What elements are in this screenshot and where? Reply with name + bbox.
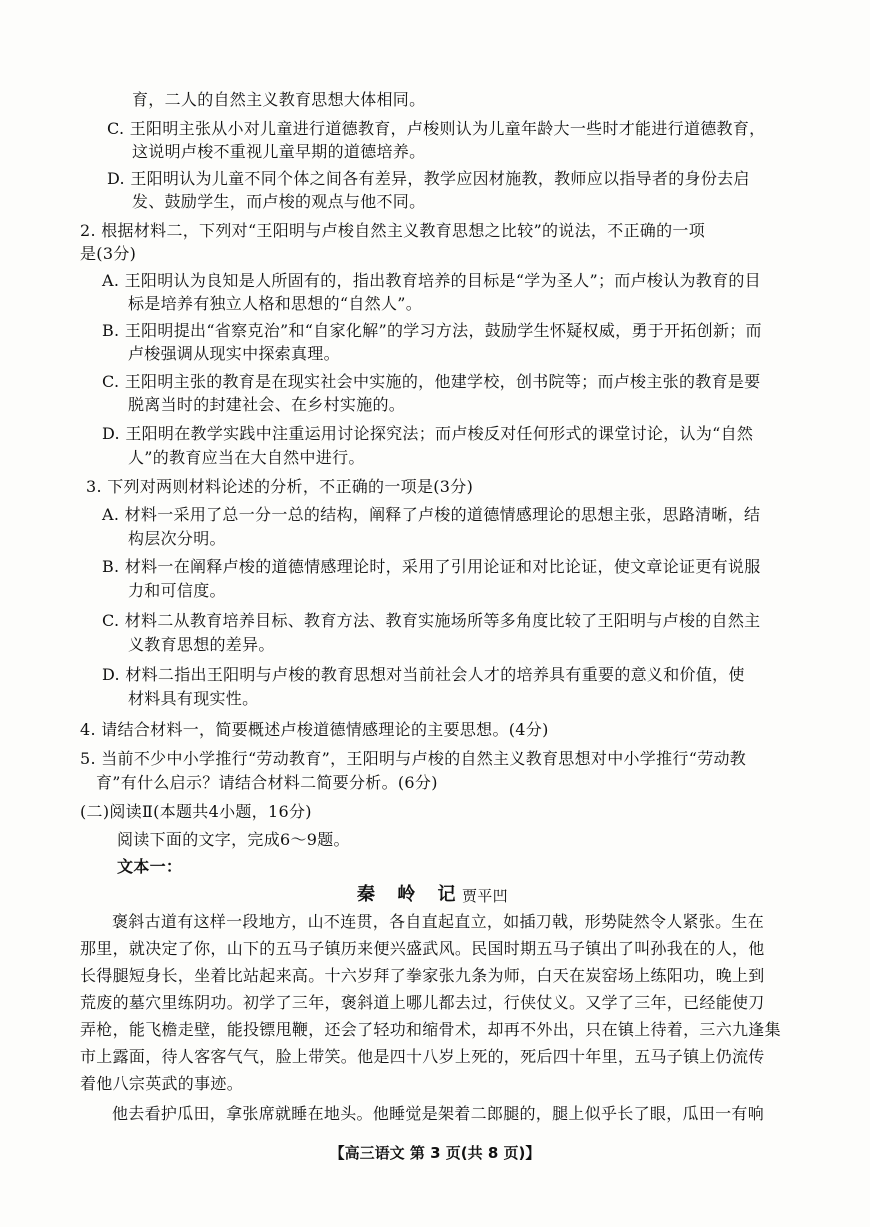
article-p1-line1: 褒斜古道有这样一段地方，山不连贯，各自直起直立，如插刀戟，形势陡然令人紧张。生在 [112, 912, 765, 931]
q2-option-c-line2: 脱离当时的封建社会、在乡村实施的。 [128, 395, 406, 414]
q2-stem-line2: 是(3分) [80, 244, 137, 263]
section-instruction: 阅读下面的文字，完成6～9题。 [117, 830, 350, 849]
q3-option-a-line2: 构层次分明。 [128, 529, 226, 548]
article-p2-line1: 他去看护瓜田，拿张席就睡在地头。他睡觉是架着二郎腿的，腿上似乎长了眼，瓜田一有响 [112, 1104, 765, 1123]
q5-stem-line1: 5. 当前不少中小学推行“劳动教育”，王阳明与卢梭的自然主义教育思想对中小学推行“劳动教 [80, 749, 747, 768]
q3-option-d-line1: D. 材料二指出王阳明与卢梭的教育思想对当前社会人才的培养具有重要的意义和价值，使 [102, 665, 745, 684]
article-p1-line6: 市上露面，待人客客气气，脸上带笑。他是四十八岁上死的，死后四十年里，五马子镇上仍流传 [80, 1047, 765, 1066]
article-p1-line7: 着他八宗英武的事迹。 [80, 1074, 244, 1093]
text-one-label: 文本一： [117, 857, 183, 876]
article-title: 秦 岭 记 [357, 884, 464, 905]
article-p1-line2: 那里，就决定了你，山下的五马子镇历来便兴盛武风。民国时期五马子镇出了叫孙我在的人，他 [80, 939, 765, 958]
q2-option-b-line2: 卢梭强调从现实中探索真理。 [128, 344, 340, 363]
q1-option-b-line2: 育，二人的自然主义教育思想大体相同。 [132, 90, 426, 109]
q3-option-a-line1: A. 材料一采用了总一分一总的结构，阐释了卢梭的道德情感理论的思想主张，思路清晰，结 [102, 505, 761, 524]
q1-option-c-line1: C. 王阳明主张从小对儿童进行道德教育，卢梭则认为儿童年龄大一些时才能进行道德教育， [107, 119, 766, 138]
section-heading: (二)阅读Ⅱ(本题共4小题，16分) [80, 802, 312, 821]
q5-stem-line2: 育”有什么启示？请结合材料二简要分析。(6分) [96, 773, 438, 792]
q2-stem-line1: 2. 根据材料二，下列对“王阳明与卢梭自然主义教育思想之比较”的说法，不正确的一项 [80, 221, 706, 240]
q3-option-d-line2: 材料具有现实性。 [128, 689, 259, 708]
q1-option-c-line2: 这说明卢梭不重视儿童早期的道德培养。 [132, 142, 426, 161]
q4-stem: 4. 请结合材料一，简要概述卢梭道德情感理论的主要思想。(4分) [80, 720, 549, 739]
article-p1-line4: 荒废的墓穴里练阴功。初学了三年，褒斜道上哪儿都去过，行侠仗义。又学了三年，已经能使刀 [80, 993, 765, 1012]
q3-option-b-line2: 力和可信度。 [128, 581, 226, 600]
q2-option-d-line2: 人”的教育应当在大自然中进行。 [128, 448, 365, 467]
q2-option-c-line1: C. 王阳明主张的教育是在现实社会中实施的，他建学校，创书院等；而卢梭主张的教育是要 [102, 372, 761, 391]
article-author: 贾平凹 [462, 887, 508, 905]
q2-option-a-line1: A. 王阳明认为良知是人所固有的，指出教育培养的目标是“学为圣人”；而卢梭认为教育的目 [102, 271, 761, 290]
q3-option-b-line1: B. 材料一在阐释卢梭的道德情感理论时，采用了引用论证和对比论证，使文章论证更有说服 [102, 557, 761, 576]
q1-option-d-line2: 发、鼓励学生，而卢梭的观点与他不同。 [132, 192, 426, 211]
article-p1-line5: 弄枪，能飞檐走壁，能投镖甩鞭，还会了轻功和缩骨术，却再不外出，只在镇上待着，三六九逢集 [80, 1020, 781, 1039]
article-p1-line3: 长得腿短身长，坐着比站起来高。十六岁拜了拳家张九条为师，白天在炭窑场上练阳功，晚上到 [80, 966, 765, 985]
q3-option-c-line1: C. 材料二从教育培养目标、教育方法、教育实施场所等多角度比较了王阳明与卢梭的自然主 [102, 611, 761, 630]
q2-option-b-line1: B. 王阳明提出“省察克治”和“自家化解”的学习方法，鼓励学生怀疑权威，勇于开拓创新；而 [102, 321, 762, 340]
q3-option-c-line2: 义教育思想的差异。 [128, 635, 275, 654]
q2-option-a-line2: 标是培养有独立人格和思想的“自然人”。 [128, 294, 423, 313]
q1-option-d-line1: D. 王阳明认为儿童不同个体之间各有差异，教学应因材施教，教师应以指导者的身份去启 [107, 169, 750, 188]
page-footer: 【高三语文 第 3 页(共 8 页)】 [329, 1144, 541, 1162]
q3-stem: 3. 下列对两则材料论述的分析，不正确的一项是(3分) [86, 477, 474, 496]
q2-option-d-line1: D. 王阳明在教学实践中注重运用讨论探究法；而卢梭反对任何形式的课堂讨论，认为“自然 [102, 424, 754, 443]
